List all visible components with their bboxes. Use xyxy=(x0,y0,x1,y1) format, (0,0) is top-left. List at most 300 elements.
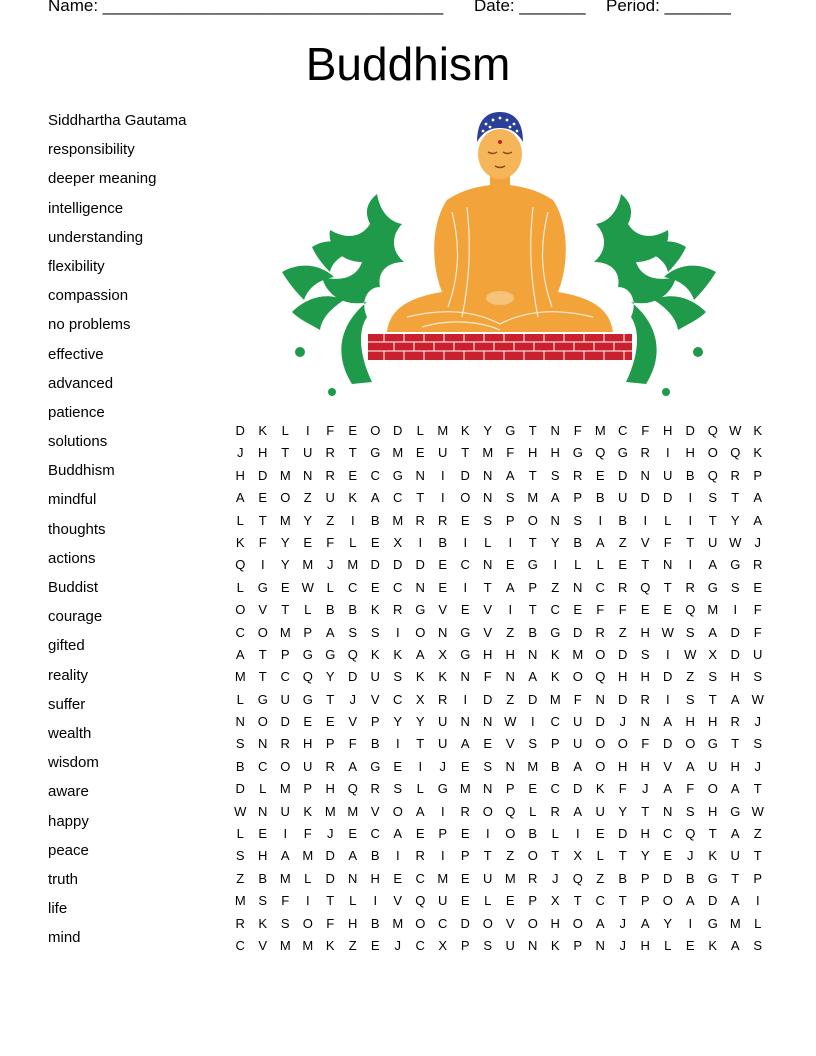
grid-letter[interactable]: G xyxy=(302,691,313,707)
grid-letter[interactable]: E xyxy=(595,467,605,483)
grid-letter[interactable]: I xyxy=(418,758,423,774)
grid-letter[interactable]: Z xyxy=(506,848,515,864)
grid-letter[interactable]: A xyxy=(730,691,740,707)
grid-letter[interactable]: L xyxy=(259,781,267,797)
grid-letter[interactable]: M xyxy=(392,512,404,528)
grid-letter[interactable]: E xyxy=(348,467,358,483)
grid-letter[interactable]: E xyxy=(753,579,763,595)
grid-letter[interactable]: I xyxy=(395,848,400,864)
grid-letter[interactable]: V xyxy=(370,803,380,819)
grid-letter[interactable]: O xyxy=(527,848,538,864)
grid-letter[interactable]: S xyxy=(483,937,493,953)
grid-letter[interactable]: O xyxy=(257,624,268,640)
grid-letter[interactable]: U xyxy=(280,803,290,819)
grid-letter[interactable]: M xyxy=(279,624,291,640)
grid-letter[interactable]: F xyxy=(483,669,492,685)
grid-letter[interactable]: B xyxy=(528,624,538,640)
grid-letter[interactable]: C xyxy=(460,557,470,573)
grid-letter[interactable]: V xyxy=(483,602,493,618)
grid-letter[interactable]: I xyxy=(305,423,310,438)
grid-letter[interactable]: K xyxy=(415,669,425,685)
grid-letter[interactable]: X xyxy=(573,848,583,864)
grid-letter[interactable]: O xyxy=(595,758,606,774)
grid-letter[interactable]: O xyxy=(707,781,718,797)
grid-letter[interactable]: Z xyxy=(618,624,627,640)
grid-letter[interactable]: M xyxy=(729,915,741,931)
grid-letter[interactable]: V xyxy=(640,534,650,550)
grid-letter[interactable]: T xyxy=(326,691,335,707)
grid-letter[interactable]: F xyxy=(348,736,357,752)
grid-letter[interactable]: N xyxy=(483,490,493,506)
grid-letter[interactable]: S xyxy=(528,736,538,752)
grid-letter[interactable]: E xyxy=(415,826,425,842)
grid-letter[interactable]: H xyxy=(708,714,718,730)
grid-letter[interactable]: D xyxy=(460,467,470,483)
grid-letter[interactable]: W xyxy=(504,714,517,730)
grid-letter[interactable]: L xyxy=(574,557,582,573)
grid-letter[interactable]: O xyxy=(415,915,426,931)
grid-letter[interactable]: J xyxy=(619,915,626,931)
grid-letter[interactable]: G xyxy=(707,870,718,886)
grid-letter[interactable]: H xyxy=(303,736,313,752)
grid-letter[interactable]: H xyxy=(258,848,268,864)
grid-letter[interactable]: P xyxy=(528,579,538,595)
grid-letter[interactable]: S xyxy=(393,669,403,685)
grid-letter[interactable]: C xyxy=(393,490,403,506)
grid-letter[interactable]: J xyxy=(237,445,244,461)
grid-letter[interactable]: R xyxy=(325,758,335,774)
grid-letter[interactable]: T xyxy=(708,826,717,842)
grid-letter[interactable]: T xyxy=(348,445,357,461)
grid-letter[interactable]: H xyxy=(640,826,650,842)
grid-letter[interactable]: Q xyxy=(730,445,741,461)
grid-letter[interactable]: N xyxy=(528,646,538,662)
grid-letter[interactable]: G xyxy=(707,736,718,752)
grid-letter[interactable]: D xyxy=(640,490,650,506)
grid-letter[interactable]: Y xyxy=(393,714,403,730)
grid-letter[interactable]: H xyxy=(708,803,718,819)
grid-letter[interactable]: N xyxy=(438,624,448,640)
grid-letter[interactable]: L xyxy=(349,534,357,550)
grid-letter[interactable]: I xyxy=(665,646,670,662)
grid-letter[interactable]: J xyxy=(349,691,356,707)
grid-letter[interactable]: D xyxy=(348,669,358,685)
grid-letter[interactable]: S xyxy=(258,893,268,909)
grid-letter[interactable]: Y xyxy=(483,423,493,438)
grid-letter[interactable]: R xyxy=(370,781,380,797)
grid-letter[interactable]: V xyxy=(505,736,515,752)
grid-letter[interactable]: Z xyxy=(618,534,627,550)
grid-letter[interactable]: H xyxy=(730,758,740,774)
grid-letter[interactable]: Y xyxy=(618,803,628,819)
grid-letter[interactable]: Q xyxy=(685,602,696,618)
grid-letter[interactable]: S xyxy=(685,691,695,707)
grid-letter[interactable]: N xyxy=(483,781,493,797)
grid-letter[interactable]: C xyxy=(370,826,380,842)
grid-letter[interactable]: T xyxy=(258,669,267,685)
grid-letter[interactable]: A xyxy=(663,781,673,797)
grid-letter[interactable]: V xyxy=(370,691,380,707)
grid-letter[interactable]: S xyxy=(235,736,245,752)
grid-letter[interactable]: A xyxy=(753,512,763,528)
grid-letter[interactable]: U xyxy=(505,937,515,953)
grid-letter[interactable]: R xyxy=(415,848,425,864)
grid-letter[interactable]: L xyxy=(236,579,244,595)
grid-letter[interactable]: I xyxy=(643,512,648,528)
grid-letter[interactable]: P xyxy=(753,870,763,886)
grid-letter[interactable]: O xyxy=(707,445,718,461)
grid-letter[interactable]: D xyxy=(573,624,583,640)
grid-letter[interactable]: S xyxy=(483,512,493,528)
grid-letter[interactable]: K xyxy=(258,423,268,438)
grid-letter[interactable]: D xyxy=(730,646,740,662)
grid-letter[interactable]: Y xyxy=(640,848,650,864)
grid-letter[interactable]: Y xyxy=(550,534,560,550)
grid-letter[interactable]: U xyxy=(663,467,673,483)
grid-letter[interactable]: B xyxy=(348,602,358,618)
grid-letter[interactable]: O xyxy=(482,915,493,931)
grid-letter[interactable]: I xyxy=(395,624,400,640)
grid-letter[interactable]: G xyxy=(460,646,471,662)
grid-letter[interactable]: M xyxy=(437,423,449,438)
grid-letter[interactable]: N xyxy=(550,512,560,528)
grid-letter[interactable]: A xyxy=(708,557,718,573)
grid-letter[interactable]: W xyxy=(751,691,764,707)
grid-letter[interactable]: G xyxy=(617,445,628,461)
grid-letter[interactable]: I xyxy=(440,803,445,819)
grid-letter[interactable]: J xyxy=(754,714,761,730)
grid-letter[interactable]: E xyxy=(483,736,493,752)
grid-letter[interactable]: J xyxy=(327,826,334,842)
grid-letter[interactable]: N xyxy=(303,467,313,483)
grid-letter[interactable]: B xyxy=(573,534,583,550)
grid-letter[interactable]: T xyxy=(708,691,717,707)
grid-letter[interactable]: M xyxy=(527,490,539,506)
grid-letter[interactable]: D xyxy=(595,714,605,730)
grid-letter[interactable]: T xyxy=(528,602,537,618)
grid-letter[interactable]: B xyxy=(370,736,380,752)
grid-letter[interactable]: D xyxy=(618,467,628,483)
grid-letter[interactable]: N xyxy=(640,467,650,483)
grid-letter[interactable]: O xyxy=(527,915,538,931)
grid-letter[interactable]: H xyxy=(730,669,740,685)
grid-letter[interactable]: V xyxy=(438,602,448,618)
grid-letter[interactable]: Y xyxy=(730,512,740,528)
grid-letter[interactable]: T xyxy=(731,490,740,506)
grid-letter[interactable]: P xyxy=(460,937,470,953)
grid-letter[interactable]: H xyxy=(550,915,560,931)
grid-letter[interactable]: M xyxy=(459,781,471,797)
grid-letter[interactable]: N xyxy=(595,937,605,953)
grid-letter[interactable]: B xyxy=(595,490,605,506)
grid-letter[interactable]: F xyxy=(596,602,605,618)
grid-letter[interactable]: L xyxy=(304,870,312,886)
grid-letter[interactable]: T xyxy=(281,602,290,618)
grid-letter[interactable]: I xyxy=(688,557,693,573)
grid-letter[interactable]: G xyxy=(572,445,583,461)
grid-letter[interactable]: V xyxy=(348,714,358,730)
grid-letter[interactable]: T xyxy=(483,579,492,595)
grid-letter[interactable]: N xyxy=(663,803,673,819)
grid-letter[interactable]: H xyxy=(618,758,628,774)
grid-letter[interactable]: M xyxy=(527,758,539,774)
grid-letter[interactable]: R xyxy=(573,467,583,483)
grid-letter[interactable]: E xyxy=(460,893,470,909)
grid-letter[interactable]: J xyxy=(439,758,446,774)
grid-letter[interactable]: I xyxy=(598,512,603,528)
grid-letter[interactable]: W xyxy=(729,423,742,438)
grid-letter[interactable]: S xyxy=(348,624,358,640)
grid-letter[interactable]: D xyxy=(325,870,335,886)
grid-letter[interactable]: T xyxy=(708,512,717,528)
grid-letter[interactable]: I xyxy=(260,557,265,573)
grid-letter[interactable]: M xyxy=(504,870,516,886)
grid-letter[interactable]: H xyxy=(663,423,673,438)
grid-letter[interactable]: C xyxy=(415,937,425,953)
grid-letter[interactable]: G xyxy=(415,602,426,618)
grid-letter[interactable]: O xyxy=(370,423,381,438)
grid-letter[interactable]: T xyxy=(461,445,470,461)
grid-letter[interactable]: A xyxy=(235,490,245,506)
grid-letter[interactable]: L xyxy=(304,602,312,618)
grid-letter[interactable]: S xyxy=(708,669,718,685)
grid-letter[interactable]: E xyxy=(303,534,313,550)
grid-letter[interactable]: U xyxy=(708,758,718,774)
grid-letter[interactable]: U xyxy=(438,714,448,730)
grid-letter[interactable]: M xyxy=(324,803,336,819)
grid-letter[interactable]: I xyxy=(530,714,535,730)
grid-letter[interactable]: D xyxy=(415,557,425,573)
grid-letter[interactable]: X xyxy=(438,937,448,953)
grid-letter[interactable]: F xyxy=(618,781,627,797)
grid-letter[interactable]: C xyxy=(550,714,560,730)
grid-letter[interactable]: S xyxy=(550,467,560,483)
grid-letter[interactable]: F xyxy=(326,534,335,550)
grid-letter[interactable]: A xyxy=(730,893,740,909)
grid-letter[interactable]: G xyxy=(370,758,381,774)
grid-letter[interactable]: F xyxy=(641,423,650,438)
grid-letter[interactable]: G xyxy=(550,624,561,640)
grid-letter[interactable]: X xyxy=(438,646,448,662)
grid-letter[interactable]: E xyxy=(348,423,358,438)
grid-letter[interactable]: J xyxy=(327,557,334,573)
grid-letter[interactable]: E xyxy=(370,534,380,550)
grid-letter[interactable]: S xyxy=(708,490,718,506)
grid-letter[interactable]: D xyxy=(618,646,628,662)
grid-letter[interactable]: O xyxy=(415,624,426,640)
grid-letter[interactable]: A xyxy=(550,490,560,506)
grid-letter[interactable]: O xyxy=(302,915,313,931)
grid-letter[interactable]: V xyxy=(258,937,268,953)
grid-letter[interactable]: I xyxy=(463,534,468,550)
grid-letter[interactable]: S xyxy=(370,624,380,640)
grid-letter[interactable]: I xyxy=(283,826,288,842)
grid-letter[interactable]: D xyxy=(663,490,673,506)
grid-letter[interactable]: T xyxy=(641,803,650,819)
grid-letter[interactable]: Z xyxy=(303,490,312,506)
grid-letter[interactable]: O xyxy=(280,490,291,506)
grid-letter[interactable]: W xyxy=(751,803,764,819)
grid-letter[interactable]: L xyxy=(529,803,537,819)
grid-letter[interactable]: Q xyxy=(707,423,718,438)
grid-letter[interactable]: N xyxy=(415,579,425,595)
grid-letter[interactable]: N xyxy=(573,579,583,595)
grid-letter[interactable]: Q xyxy=(347,646,358,662)
grid-letter[interactable]: I xyxy=(688,512,693,528)
grid-letter[interactable]: T xyxy=(753,781,762,797)
grid-letter[interactable]: H xyxy=(640,669,650,685)
grid-letter[interactable]: L xyxy=(484,534,492,550)
grid-letter[interactable]: T xyxy=(731,736,740,752)
grid-letter[interactable]: T xyxy=(326,893,335,909)
grid-letter[interactable]: F xyxy=(281,893,290,909)
grid-letter[interactable]: D xyxy=(393,423,403,438)
grid-letter[interactable]: R xyxy=(280,736,290,752)
grid-letter[interactable]: H xyxy=(348,915,358,931)
grid-letter[interactable]: D xyxy=(393,557,403,573)
grid-letter[interactable]: E xyxy=(325,714,335,730)
grid-letter[interactable]: I xyxy=(440,467,445,483)
grid-letter[interactable]: K xyxy=(258,915,268,931)
grid-letter[interactable]: P xyxy=(460,848,470,864)
grid-letter[interactable]: M xyxy=(392,915,404,931)
grid-letter[interactable]: E xyxy=(685,937,695,953)
grid-letter[interactable]: G xyxy=(392,467,403,483)
grid-letter[interactable]: A xyxy=(640,915,650,931)
grid-letter[interactable]: R xyxy=(730,467,740,483)
grid-letter[interactable]: Y xyxy=(415,714,425,730)
grid-letter[interactable]: A xyxy=(573,803,583,819)
grid-letter[interactable]: S xyxy=(753,669,763,685)
grid-letter[interactable]: L xyxy=(236,512,244,528)
grid-letter[interactable]: C xyxy=(370,467,380,483)
grid-letter[interactable]: L xyxy=(236,826,244,842)
grid-letter[interactable]: P xyxy=(438,826,448,842)
grid-letter[interactable]: T xyxy=(641,557,650,573)
grid-letter[interactable]: R xyxy=(438,691,448,707)
grid-letter[interactable]: I xyxy=(508,602,513,618)
grid-letter[interactable]: Y xyxy=(280,557,290,573)
grid-letter[interactable]: I xyxy=(440,490,445,506)
grid-letter[interactable]: P xyxy=(280,646,290,662)
grid-letter[interactable]: Q xyxy=(685,826,696,842)
grid-letter[interactable]: S xyxy=(483,758,493,774)
grid-letter[interactable]: I xyxy=(508,534,513,550)
grid-letter[interactable]: B xyxy=(550,758,560,774)
grid-letter[interactable]: H xyxy=(640,758,650,774)
grid-letter[interactable]: C xyxy=(438,915,448,931)
grid-letter[interactable]: D xyxy=(370,557,380,573)
grid-letter[interactable]: R xyxy=(685,579,695,595)
grid-letter[interactable]: J xyxy=(754,758,761,774)
grid-letter[interactable]: O xyxy=(460,490,471,506)
grid-letter[interactable]: A xyxy=(573,758,583,774)
grid-letter[interactable]: H xyxy=(550,445,560,461)
grid-letter[interactable]: B xyxy=(370,512,380,528)
grid-letter[interactable]: L xyxy=(326,579,334,595)
grid-letter[interactable]: G xyxy=(325,646,336,662)
grid-letter[interactable]: F xyxy=(326,915,335,931)
grid-letter[interactable]: X xyxy=(550,893,560,909)
grid-letter[interactable]: U xyxy=(595,803,605,819)
grid-letter[interactable]: R xyxy=(235,915,245,931)
grid-letter[interactable]: M xyxy=(482,445,494,461)
grid-letter[interactable]: F xyxy=(258,534,267,550)
grid-letter[interactable]: T xyxy=(618,848,627,864)
grid-letter[interactable]: U xyxy=(280,691,290,707)
grid-letter[interactable]: D xyxy=(528,691,538,707)
grid-letter[interactable]: I xyxy=(688,490,693,506)
grid-letter[interactable]: I xyxy=(755,893,760,909)
grid-letter[interactable]: Z xyxy=(348,937,357,953)
grid-letter[interactable]: I xyxy=(418,534,423,550)
grid-letter[interactable]: T xyxy=(618,893,627,909)
grid-letter[interactable]: G xyxy=(257,579,268,595)
grid-letter[interactable]: J xyxy=(642,781,649,797)
grid-letter[interactable]: R xyxy=(415,512,425,528)
grid-letter[interactable]: E xyxy=(505,557,515,573)
grid-letter[interactable]: C xyxy=(550,602,560,618)
grid-letter[interactable]: G xyxy=(707,579,718,595)
grid-letter[interactable]: G xyxy=(370,445,381,461)
grid-letter[interactable]: O xyxy=(257,714,268,730)
grid-letter[interactable]: D xyxy=(235,423,245,438)
grid-letter[interactable]: P xyxy=(550,736,560,752)
grid-letter[interactable]: I xyxy=(553,557,558,573)
grid-letter[interactable]: Y xyxy=(663,915,673,931)
grid-letter[interactable]: B xyxy=(370,848,380,864)
grid-letter[interactable]: L xyxy=(754,915,762,931)
grid-letter[interactable]: E xyxy=(663,602,673,618)
grid-letter[interactable]: Z xyxy=(753,826,762,842)
grid-letter[interactable]: O xyxy=(572,669,583,685)
grid-letter[interactable]: S xyxy=(393,781,403,797)
grid-letter[interactable]: B xyxy=(258,870,268,886)
grid-letter[interactable]: Y xyxy=(280,534,290,550)
grid-letter[interactable]: E xyxy=(663,848,673,864)
grid-letter[interactable]: N xyxy=(505,669,515,685)
grid-letter[interactable]: U xyxy=(370,669,380,685)
grid-letter[interactable]: D xyxy=(235,781,245,797)
grid-letter[interactable]: M xyxy=(594,423,606,438)
grid-letter[interactable]: G xyxy=(527,557,538,573)
grid-letter[interactable]: Z xyxy=(506,624,515,640)
grid-letter[interactable]: K xyxy=(550,669,560,685)
grid-letter[interactable]: D xyxy=(708,893,718,909)
grid-letter[interactable]: C xyxy=(393,579,403,595)
grid-letter[interactable]: J xyxy=(754,534,761,550)
grid-letter[interactable]: P xyxy=(303,624,313,640)
grid-letter[interactable]: J xyxy=(394,937,401,953)
grid-letter[interactable]: F xyxy=(326,423,335,438)
grid-letter[interactable]: L xyxy=(349,893,357,909)
grid-letter[interactable]: H xyxy=(640,624,650,640)
grid-letter[interactable]: M xyxy=(707,602,719,618)
grid-letter[interactable]: L xyxy=(664,937,672,953)
grid-letter[interactable]: N xyxy=(663,557,673,573)
grid-letter[interactable]: Q xyxy=(707,467,718,483)
grid-letter[interactable]: A xyxy=(235,646,245,662)
grid-letter[interactable]: A xyxy=(415,646,425,662)
grid-letter[interactable]: C xyxy=(235,624,245,640)
grid-letter[interactable]: U xyxy=(730,848,740,864)
grid-letter[interactable]: Y xyxy=(325,669,335,685)
grid-letter[interactable]: M xyxy=(279,937,291,953)
grid-letter[interactable]: L xyxy=(281,423,289,438)
grid-letter[interactable]: S xyxy=(685,803,695,819)
grid-letter[interactable]: T xyxy=(416,736,425,752)
grid-letter[interactable]: A xyxy=(505,579,515,595)
